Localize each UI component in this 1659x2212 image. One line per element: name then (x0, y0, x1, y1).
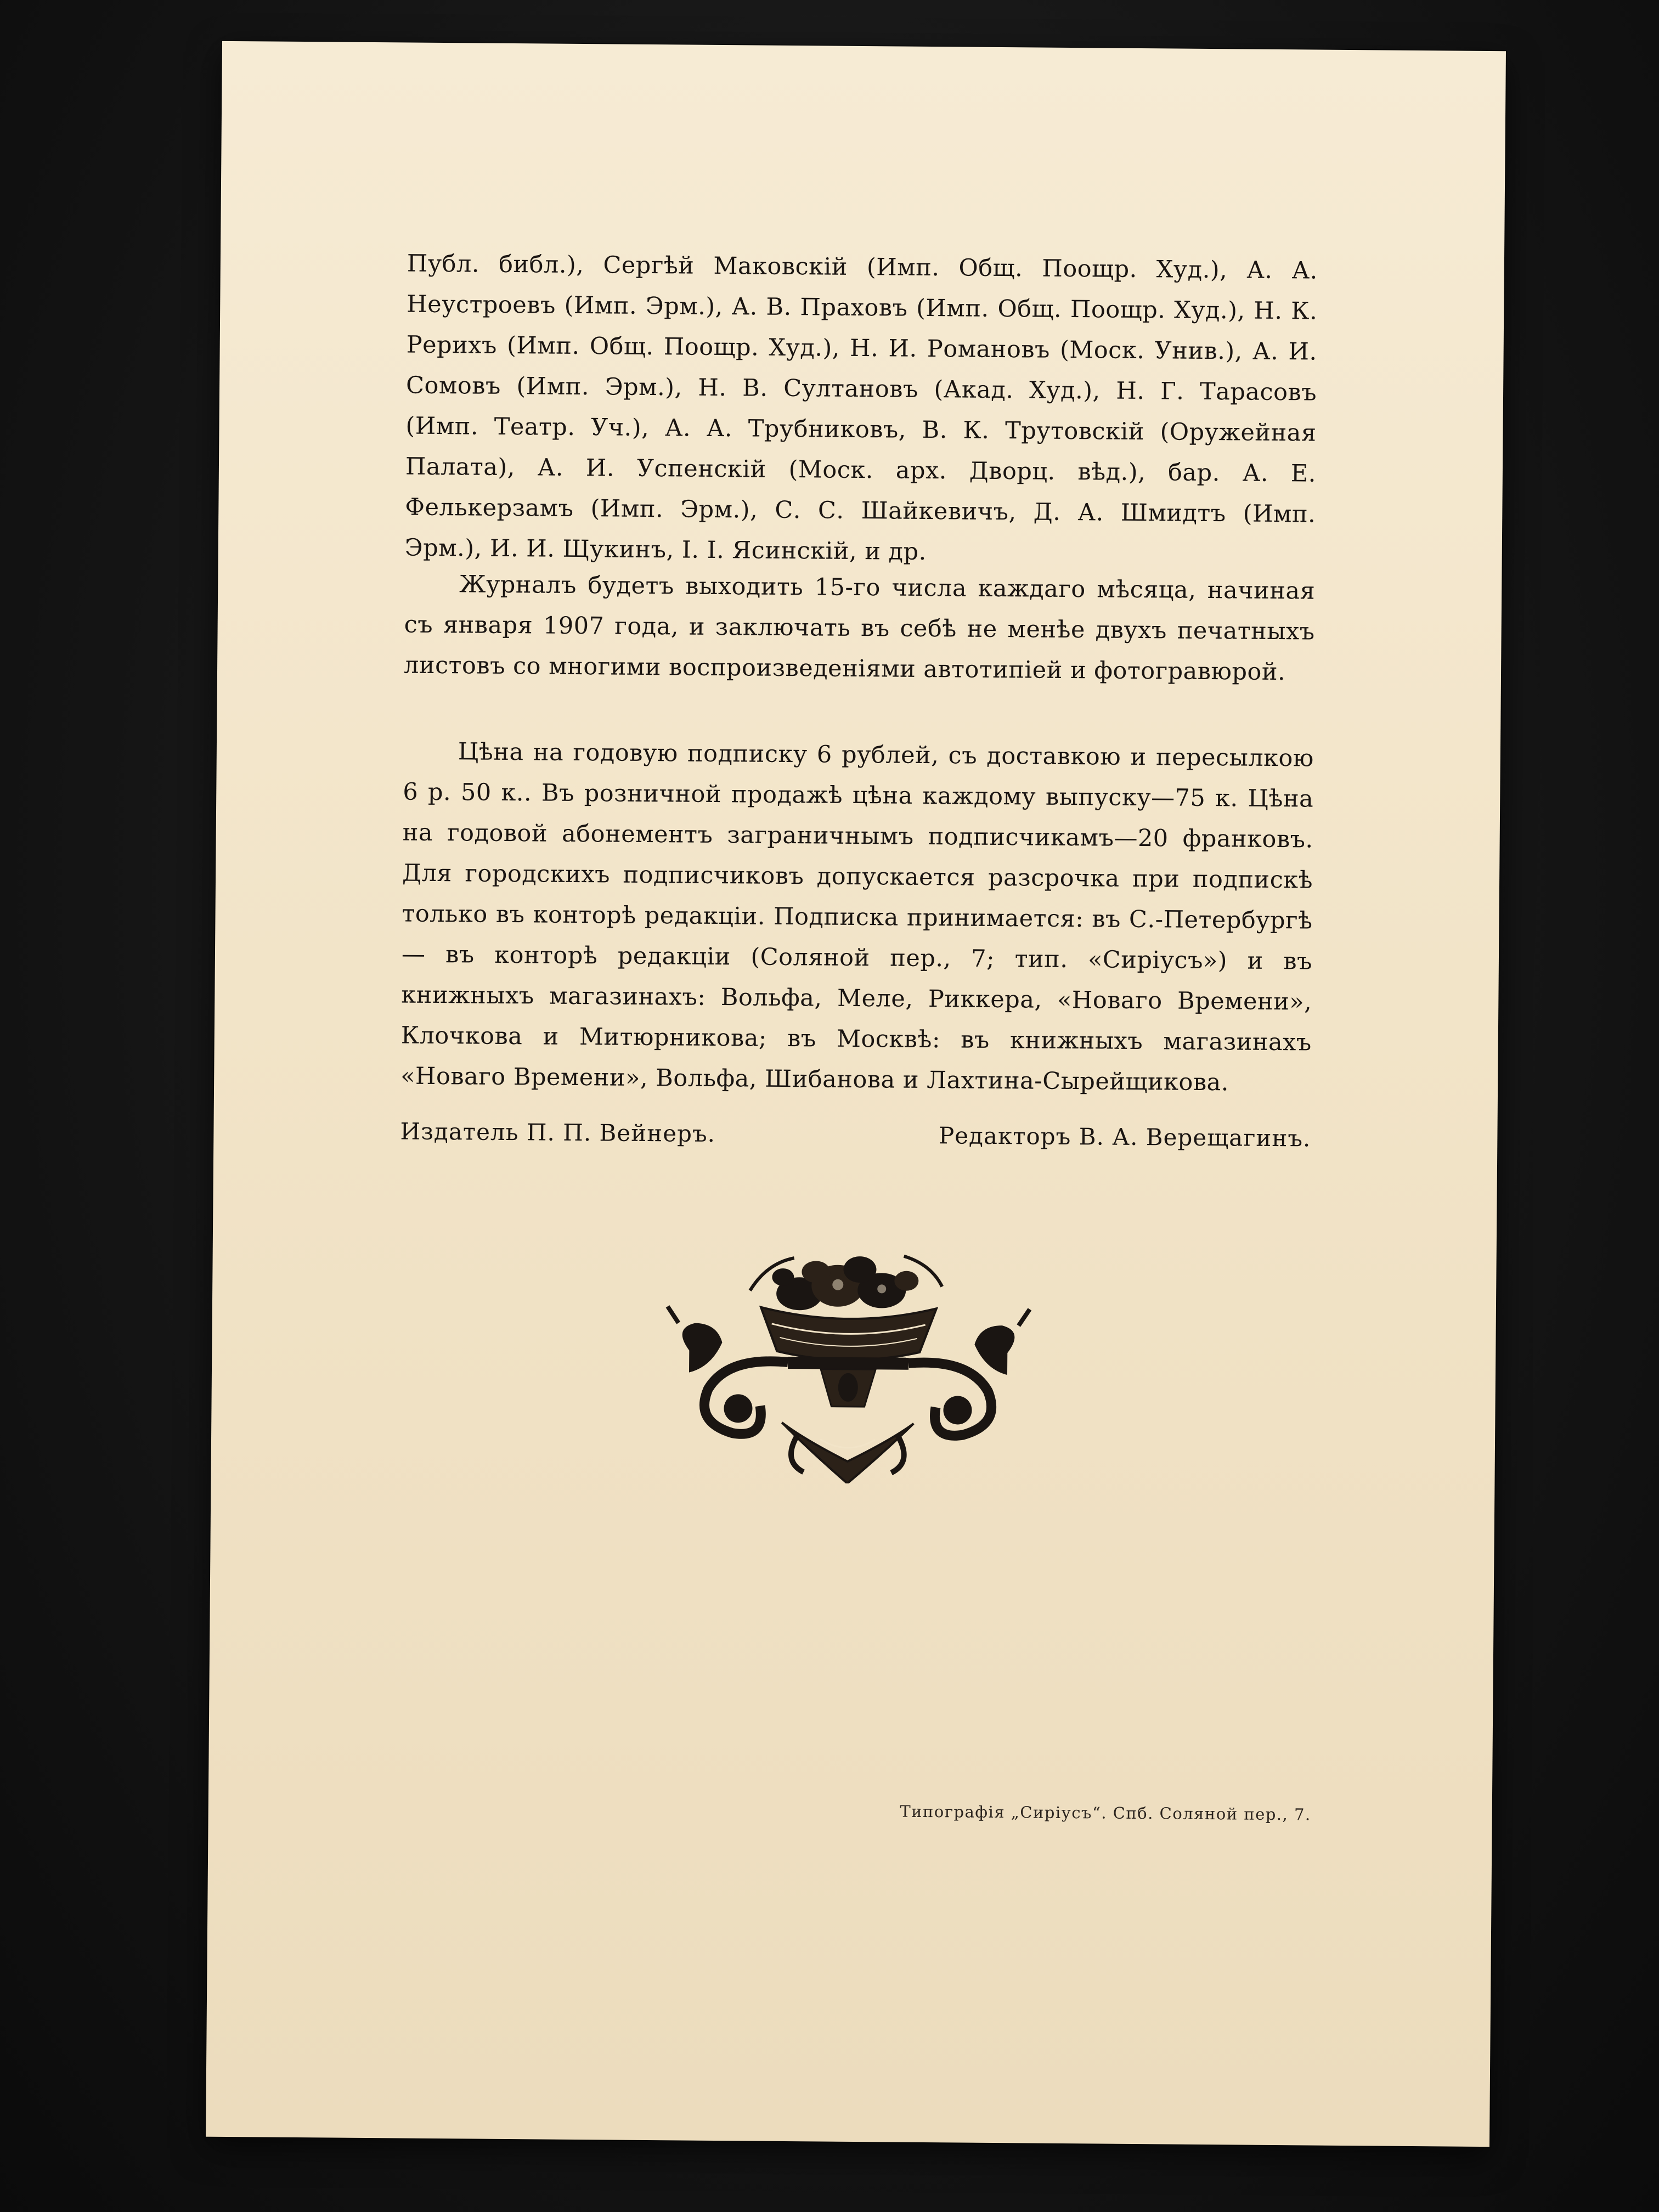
subscription-price-paragraph (400, 731, 1314, 1104)
contributors-text: Публ. библ.), Сергѣй Маковскій (Имп. Общ. Поощр. Худ.), А. А. Неустроевъ (Имп. Эрм.), А. В. Праховъ (Имп. Общ. Поощр. Худ.), Н. К. Рерихъ (Имп. Общ. Поощр. Худ.), Н. И. Романовъ (Моск. Унив.), А. И. Сомовъ (Имп. Эрм.), Н. В. Султановъ (Акад. Худ.), Н. Г. Тарасовъ (Имп. Театр. Уч.), А. А. Трубниковъ, В. К. Трутовскій (Оружейная Палата), А. И. Успенскій (Моск. арх. Дворц. вѣд.), бар. А. Е. Фелькерзамъ (Имп. Эрм.), С. С. Шайкевичъ, Д. А. Шмидтъ (Имп. Эрм.), И. И. Щукинъ, І. І. Ясинскій, и др. (404, 250, 1318, 566)
journal-schedule-text: Журналъ будетъ выходить 15-го числа каждаго мѣсяца, начиная съ января 1907 года, и заключать въ себѣ не менѣе двухъ печатныхъ листовъ со многими воспроизведеніями автотипіей и фотогравюрой. (403, 571, 1316, 686)
contributors-paragraph (405, 244, 1318, 575)
editor-signature: Редакторъ В. А. Верещагинъ. (938, 1122, 1311, 1152)
journal-schedule-paragraph (404, 564, 1316, 693)
signatures-row (400, 1118, 1311, 1152)
printed-sheet (206, 41, 1506, 2147)
subscription-price-text: Цѣна на годовую подписку 6 рублей, съ доставкою и пересылкою 6 р. 50 к.. Въ розничной продажѣ цѣна каждому выпуску—75 к. Цѣна на годовой абонементъ заграничнымъ подписчикамъ—20 франковъ. Для городскихъ подписчиковъ допускается разсрочка при подпискѣ только въ конторѣ редакціи. Подписка принимается: въ С.-Петербургѣ — въ конторѣ редакціи (Соляной пер., 7; тип. «Сиріусъ») и въ книжныхъ магазинахъ: Вольфа, Меле, Риккера, «Новаго Времени», Клочкова и Митюрникова; въ Москвѣ: въ книжныхъ магазинахъ «Новаго Времени», Вольфа, Шибанова и Лахтина-Сырейщикова. (400, 738, 1314, 1097)
printer-imprint: Типографія „Сиріусъ“. Спб. Соляной пер., 7. (900, 1802, 1311, 1824)
ornamental-vignette-icon (655, 1240, 1041, 1485)
publisher-signature: Издатель П. П. Вейнеръ. (400, 1118, 716, 1147)
